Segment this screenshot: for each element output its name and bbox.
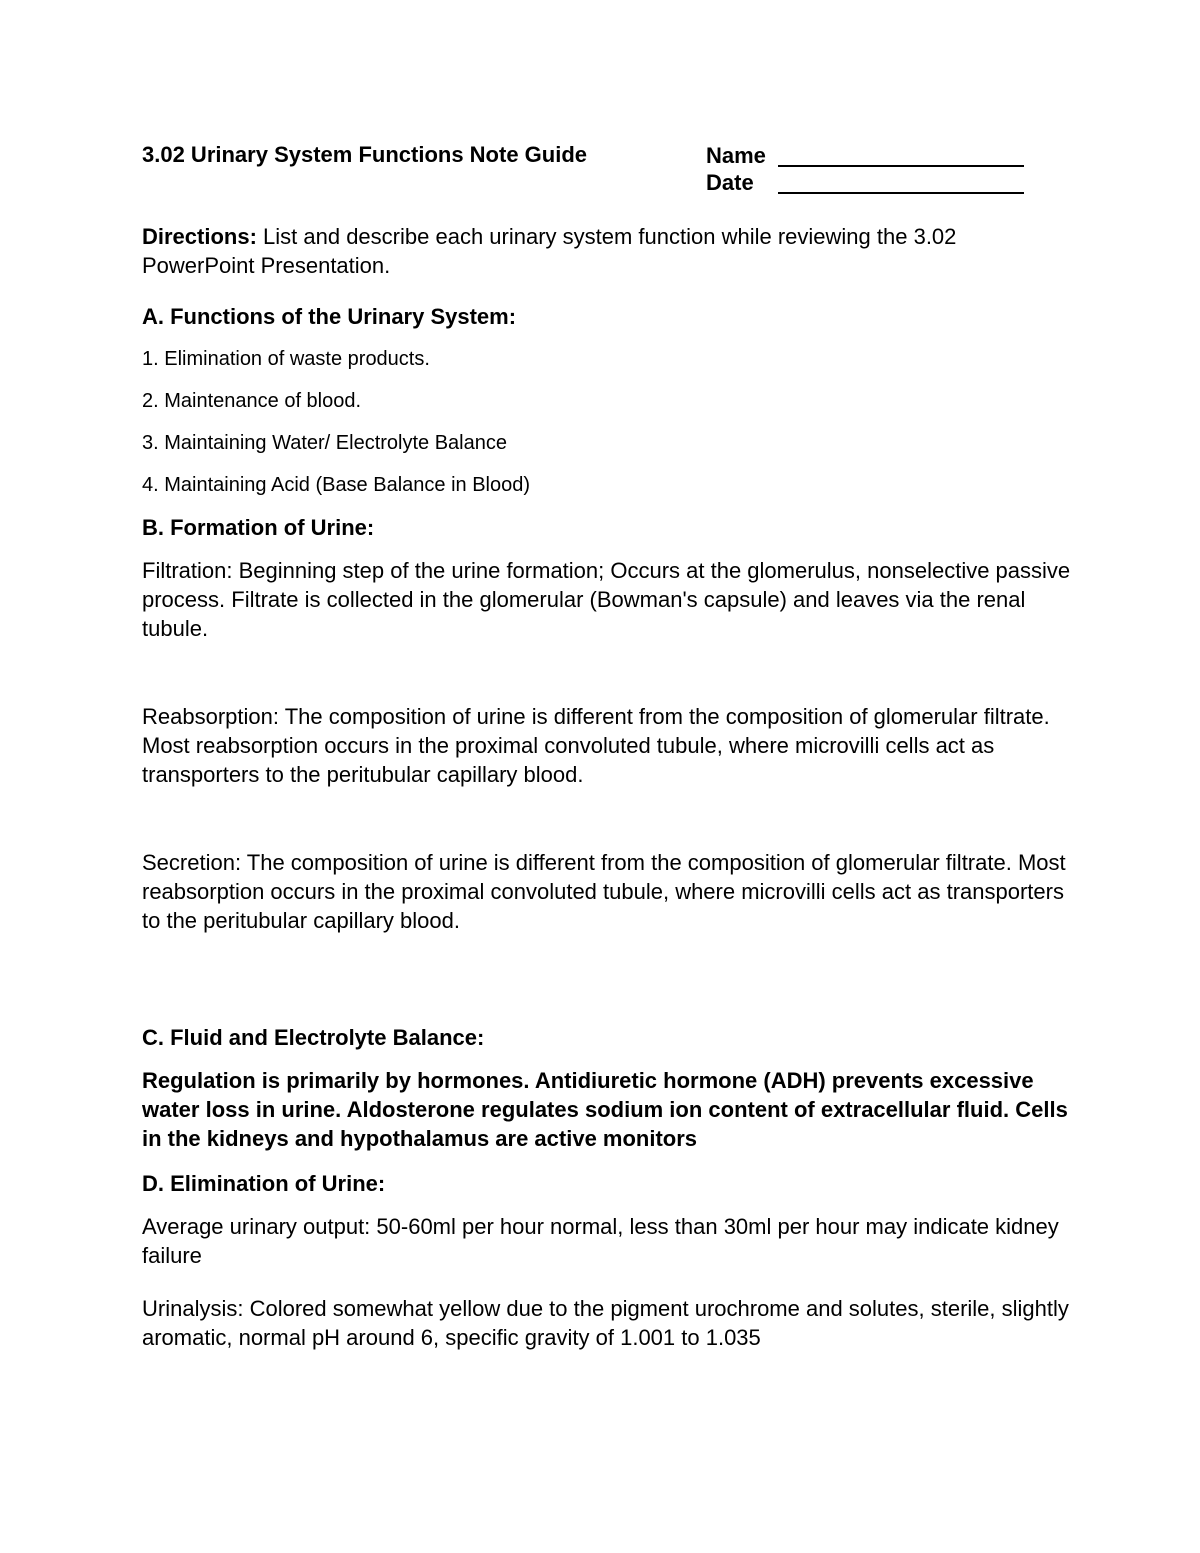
section-b-heading: B. Formation of Urine: bbox=[142, 515, 375, 540]
answer-space bbox=[142, 935, 1072, 1023]
name-field-row bbox=[706, 142, 1024, 169]
urinary-output-paragraph: Average urinary output: 50-60ml per hour normal, less than 30ml per hour may indicate kidney failure bbox=[142, 1214, 1059, 1268]
reabsorption-paragraph: Reabsorption: The composition of urine is different from the composition of glomerular filtrate. Most reabsorption occurs in the proximal convoluted tubule, where microvilli cells act as transporters to the peritubular capillary blood. bbox=[142, 704, 1050, 787]
section-c-heading: C. Fluid and Electrolyte Balance: bbox=[142, 1025, 485, 1050]
paragraph-spacer bbox=[142, 1270, 1072, 1284]
name-blank[interactable] bbox=[778, 145, 1024, 167]
directions-text: List and describe each urinary system function while reviewing the 3.02 PowerPoint Presentation. bbox=[142, 224, 957, 278]
secretion-paragraph: Secretion: The composition of urine is different from the composition of glomerular filtrate. Most reabsorption occurs in the proximal convoluted tubule, where microvilli cells act as transporters to the peritubular capillary blood. bbox=[142, 850, 1066, 933]
document-body bbox=[142, 222, 1072, 1352]
function-item: 1. Elimination of waste products. bbox=[142, 348, 430, 370]
filtration-paragraph: Filtration: Beginning step of the urine formation; Occurs at the glomerulus, nonselective passive process. Filtrate is collected in the glomerular (Bowman's capsule) and leaves via the renal tubule. bbox=[142, 558, 1071, 641]
paragraph-spacer bbox=[142, 1284, 1072, 1294]
date-blank[interactable] bbox=[778, 172, 1024, 194]
answer-space bbox=[142, 643, 1072, 702]
document-title: 3.02 Urinary System Functions Note Guide bbox=[142, 142, 588, 167]
function-item: 3. Maintaining Water/ Electrolyte Balance bbox=[142, 432, 507, 454]
directions-paragraph bbox=[142, 222, 1072, 280]
date-field-row bbox=[706, 169, 1024, 196]
date-label: Date bbox=[706, 170, 754, 195]
function-item: 2. Maintenance of blood. bbox=[142, 390, 362, 412]
name-label: Name bbox=[706, 143, 766, 168]
student-info-fields bbox=[706, 142, 1024, 196]
urinalysis-paragraph: Urinalysis: Colored somewhat yellow due to the pigment urochrome and solutes, sterile, slightly aromatic, normal pH around 6, specific gravity of 1.001 to 1.035 bbox=[142, 1296, 1069, 1350]
answer-space bbox=[142, 789, 1072, 848]
document-header bbox=[142, 142, 1042, 202]
section-a-heading: A. Functions of the Urinary System: bbox=[142, 304, 517, 329]
function-item: 4. Maintaining Acid (Base Balance in Blood) bbox=[142, 474, 531, 496]
section-d-heading: D. Elimination of Urine: bbox=[142, 1171, 386, 1196]
fluid-balance-paragraph: Regulation is primarily by hormones. Antidiuretic hormone (ADH) prevents excessive water loss in urine. Aldosterone regulates sodium ion content of extracellular fluid. Cells in the kidneys and hypothalamus are active monitors bbox=[142, 1068, 1068, 1151]
directions-label: Directions: bbox=[142, 224, 257, 249]
